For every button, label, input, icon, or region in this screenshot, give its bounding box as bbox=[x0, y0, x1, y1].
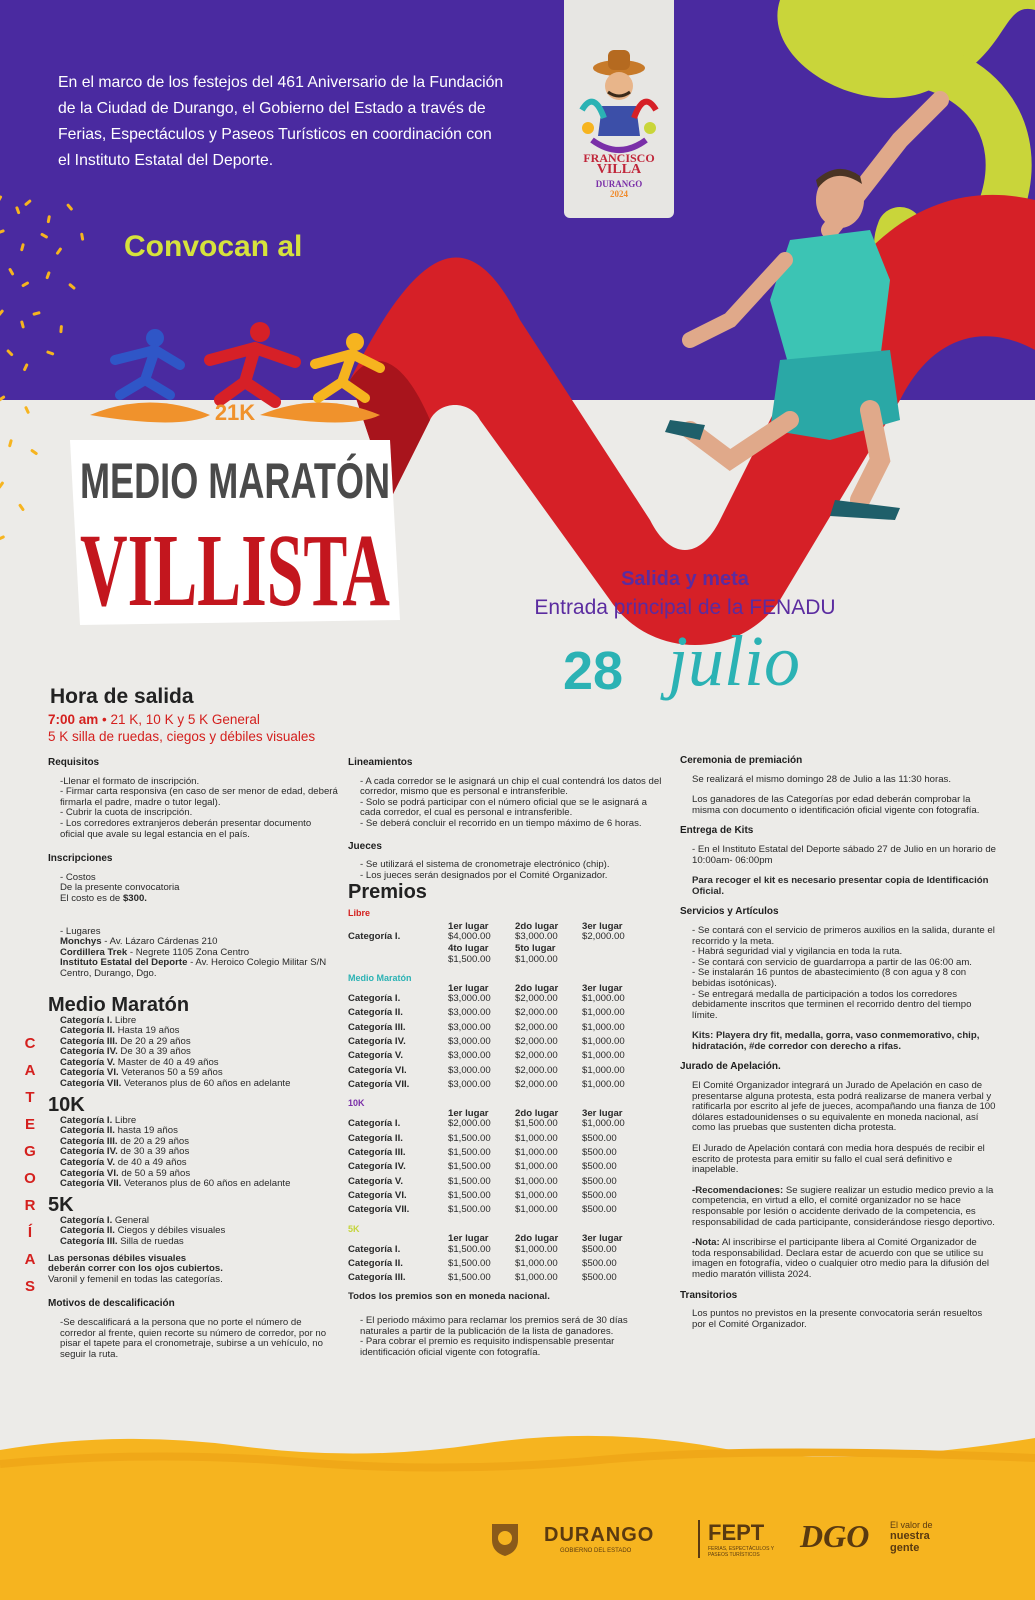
categoria-item-label: Categoría I. bbox=[60, 1214, 113, 1226]
prize-amount: $2,000.00 bbox=[448, 1118, 491, 1130]
prize-amount: $1,000.00 bbox=[515, 1146, 558, 1158]
categoria-item-label: Categoría VI. bbox=[60, 1067, 119, 1079]
premios-libre-row-2 bbox=[348, 955, 668, 965]
recomendaciones bbox=[680, 1186, 998, 1228]
nota-text: Al inscribirse el participante libera al Comité Organizador de toda responsabilidad. Declara estar de acuerdo con que se utilice su imagen en fotografía, video o cualquier otro medio para la difusión del medio maratón villista 2024. bbox=[692, 1237, 990, 1280]
lugar-3-address: - Av. Heroico Colegio Militar S/N Centro, Durango, Dgo. bbox=[60, 957, 327, 979]
costo-value: $300. bbox=[122, 892, 147, 904]
prize-amount: $2,000.00 bbox=[515, 1007, 558, 1019]
column-right bbox=[680, 756, 998, 1334]
prize-row-label: Categoría I. bbox=[348, 993, 401, 1005]
prize-row bbox=[348, 1259, 668, 1269]
prize-row-label: Categoría III. bbox=[348, 1272, 406, 1284]
prize-row bbox=[348, 1191, 668, 1201]
prize-row-label: Categoría II. bbox=[348, 1132, 403, 1144]
prize-row bbox=[348, 1273, 668, 1283]
logo-line2: VILLISTA bbox=[80, 513, 390, 628]
prize-amount: $2,000.00 bbox=[515, 1021, 558, 1033]
costos-line: De la presente convocatoria bbox=[60, 882, 180, 894]
premios-groups bbox=[348, 973, 668, 1283]
lugares-title: - Lugares bbox=[60, 925, 101, 937]
prize-amount: $500.00 bbox=[582, 1146, 617, 1158]
recomendaciones-label: -Recomendaciones: bbox=[692, 1184, 784, 1196]
prize-amount: $1,000.00 bbox=[582, 1064, 625, 1076]
prize-row-label: Categoría III. bbox=[348, 1021, 406, 1033]
costo-prefix: El costo es de bbox=[60, 892, 123, 904]
libre-v1: $4,000.00 bbox=[448, 930, 491, 942]
premios-moneda: Todos los premios son en moneda nacional. bbox=[348, 1290, 550, 1302]
intro-paragraph: En el marco de los festejos del 461 Aniversario de la Fundación de la Ciudad de Durango, el Gobierno del Estado a través de Ferias, Espectáculos y Paseos Turísticos en coordinación con el Instituto Estatal del Deporte. bbox=[58, 74, 504, 169]
hora-title: Hora de salida bbox=[50, 685, 194, 708]
categorias-letter: C bbox=[24, 1035, 36, 1052]
categoria-item-label: Categoría IV. bbox=[60, 1046, 118, 1058]
categorias-letter: E bbox=[24, 1116, 35, 1133]
lineamientos-title: Lineamientos bbox=[348, 757, 413, 768]
durango-shield-icon bbox=[488, 1520, 522, 1558]
categoria-item-label: Categoría VI. bbox=[60, 1167, 119, 1179]
prize-row-label: Categoría IV. bbox=[348, 1036, 406, 1048]
prize-amount: $1,500.00 bbox=[448, 1204, 491, 1216]
prize-header-cell: 2do lugar bbox=[515, 1233, 559, 1245]
convocan-heading: Convocan al bbox=[124, 230, 303, 263]
durango-logo-text: DURANGO bbox=[544, 1524, 655, 1546]
prize-row bbox=[348, 1023, 668, 1033]
categoria-item-label: Categoría IV. bbox=[60, 1146, 118, 1158]
prize-amount: $500.00 bbox=[582, 1272, 617, 1284]
prize-amount: $500.00 bbox=[582, 1243, 617, 1255]
kits-p1: - En el Instituto Estatal del Deporte sábado 27 de Julio en un horario de 10:00am- 06:00pm bbox=[692, 843, 996, 866]
prize-row bbox=[348, 1051, 668, 1061]
jurado-p2: El Jurado de Apelación contará con media hora después de recibir el escrito de protesta para emitir su fallo el cual será definitivo e inapelable. bbox=[692, 1143, 985, 1176]
transitorios-text: Los puntos no previstos en la presente convocatoria serán resueltos por el Comité Organizador. bbox=[692, 1308, 983, 1330]
salida-title: Salida y meta bbox=[621, 568, 749, 590]
prize-amount: $500.00 bbox=[582, 1257, 617, 1269]
hora-time: 7:00 am bbox=[48, 712, 99, 727]
requisitos-text: -Llenar el formato de inscripción. - Firmar carta responsiva (en caso de ser menor de edad, deberá firmarla el padre, madre o tutor legal). - Cubrir la cuota de inscripción. - Los corredores extranjeros deberán presentar documento oficial que avale su legal estancia en el país. bbox=[60, 775, 338, 840]
jurado-p1: El Comité Organizador integrará un Jurado de Apelación en caso de presentarse alguna protesta, esta podrá realizarse de manera verbal y ratificarla por escrito al jefe de jueces, acompañando una fianza de 100 dólares estadounidenses o su equivalente en moneda nacional, así como las pruebas que sustenten dicha protesta. bbox=[692, 1080, 996, 1134]
prize-row bbox=[348, 1245, 668, 1255]
prize-row-label: Categoría II. bbox=[348, 1007, 403, 1019]
categoria-item-label: Categoría V. bbox=[60, 1157, 116, 1169]
prize-row-label: Categoría V. bbox=[348, 1175, 404, 1187]
categoria-item-label: Categoría III. bbox=[60, 1035, 118, 1047]
categoria-item-desc: Veteranos plus de 60 años en adelante bbox=[121, 1178, 291, 1190]
categoria-item-desc: Veteranos 50 a 59 años bbox=[118, 1067, 223, 1079]
fept-logo-subtext: FERIAS, ESPECTÁCULOS Y PASEOS TURÍSTICOS bbox=[708, 1546, 774, 1558]
costos-title: - Costos bbox=[60, 871, 96, 883]
prize-amount: $500.00 bbox=[582, 1204, 617, 1216]
prize-amount: $1,500.00 bbox=[448, 1132, 491, 1144]
prize-amount: $2,000.00 bbox=[515, 993, 558, 1005]
prize-amount: $2,000.00 bbox=[515, 1078, 558, 1090]
prize-header-cell: 2do lugar bbox=[515, 1107, 559, 1119]
prize-amount: $500.00 bbox=[582, 1175, 617, 1187]
prize-row bbox=[348, 1205, 668, 1215]
categoria-item-label: Categoría II. bbox=[60, 1025, 115, 1037]
categoria-item-desc: Master de 40 a 49 años bbox=[115, 1056, 219, 1068]
prize-amount: $1,500.00 bbox=[448, 1189, 491, 1201]
categorias-letter: A bbox=[24, 1251, 36, 1268]
categoria-item-label: Categoría II. bbox=[60, 1225, 115, 1237]
categoria-item-label: Categoría III. bbox=[60, 1236, 118, 1247]
libre-v2: $3,000.00 bbox=[515, 930, 558, 942]
categoria-item bbox=[48, 1237, 338, 1248]
lugar-2-address: - Negrete 1105 Zona Centro bbox=[127, 946, 250, 958]
prize-header-row bbox=[348, 1234, 668, 1244]
prize-amount: $1,000.00 bbox=[515, 1272, 558, 1284]
categoria-item-desc: Veteranos plus de 60 años en adelante bbox=[121, 1078, 291, 1090]
servicios-title: Servicios y Artículos bbox=[680, 906, 779, 918]
fept-logo-text: FEPT bbox=[708, 1520, 765, 1545]
categorias-letter: R bbox=[24, 1197, 36, 1214]
categorias-letter: A bbox=[24, 1062, 36, 1079]
prize-row-label: Categoría III. bbox=[348, 1146, 406, 1158]
fvilla-line1: FRANCISCO bbox=[583, 151, 655, 165]
categoria-item-desc: de 50 a 59 años bbox=[118, 1167, 191, 1179]
categorias-letter: T bbox=[25, 1089, 35, 1106]
prize-amount: $3,000.00 bbox=[448, 993, 491, 1005]
categoria-item-desc: Libre bbox=[112, 1114, 137, 1126]
debiles-line2: deberán correr con los ojos cubiertos. bbox=[48, 1263, 223, 1275]
prize-group-title: Medio Maratón bbox=[348, 973, 412, 984]
prize-amount: $1,500.00 bbox=[448, 1175, 491, 1187]
prize-amount: $3,000.00 bbox=[448, 1078, 491, 1090]
logo-distance: 21K bbox=[214, 400, 256, 425]
prize-amount: $1,500.00 bbox=[448, 1272, 491, 1284]
prize-amount: $1,000.00 bbox=[582, 1021, 625, 1033]
prize-row-label: Categoría II. bbox=[348, 1257, 403, 1269]
column-left bbox=[48, 758, 338, 1364]
categoria-heading: 10K bbox=[48, 1093, 85, 1116]
lugar-1-address: - Av. Lázaro Cárdenas 210 bbox=[101, 936, 218, 948]
prize-amount: $1,000.00 bbox=[582, 1050, 625, 1062]
categoria-item-desc: de 30 a 39 años bbox=[117, 1146, 190, 1158]
ceremonia-p1: Se realizará el mismo domingo 28 de Julio a las 11:30 horas. bbox=[692, 773, 951, 785]
prize-group-title: 10K bbox=[348, 1098, 365, 1109]
prize-header-cell: 3er lugar bbox=[582, 982, 623, 994]
categoria-item-desc: De 20 a 29 años bbox=[117, 1035, 191, 1047]
categoria-item-desc: Libre bbox=[112, 1014, 137, 1026]
prize-row bbox=[348, 1080, 668, 1090]
libre-h3: 3er lugar bbox=[582, 920, 623, 932]
ceremonia-p2: Los ganadores de las Categorías por edad deberán comprobar la misma con documento o identificación oficial vigente con fotografía. bbox=[692, 794, 980, 816]
prize-amount: $3,000.00 bbox=[448, 1050, 491, 1062]
prize-amount: $1,500.00 bbox=[448, 1161, 491, 1173]
prize-header-cell: 3er lugar bbox=[582, 1233, 623, 1245]
runner-icons bbox=[115, 322, 380, 402]
fvilla-line4: 2024 bbox=[610, 189, 628, 199]
date-day: 28 bbox=[563, 641, 624, 701]
libre-h5: 5to lugar bbox=[515, 943, 556, 955]
kits-p2: Para recoger el kit es necesario presentar copia de Identificación Oficial. bbox=[692, 875, 989, 897]
libre-h1: 1er lugar bbox=[448, 920, 489, 932]
recomendaciones-text: Se sugiere realizar un estudio medico previo a la competencia, en virtud a ello, el comité organizador no se hace responsable por lesión o accidente derivado de la competencia, es responsabilidad de cada participante, considerándose riesgo deportivo. bbox=[692, 1184, 995, 1228]
prize-amount: $3,000.00 bbox=[448, 1021, 491, 1033]
prize-row-label: Categoría I. bbox=[348, 1243, 401, 1255]
prize-row bbox=[348, 1008, 668, 1018]
lugar-3-name: Instituto Estatal del Deporte bbox=[60, 957, 188, 969]
nota-label: -Nota: bbox=[692, 1237, 720, 1249]
categorias-vertical-label bbox=[20, 1030, 40, 1300]
prize-row-label: Categoría VI. bbox=[348, 1189, 407, 1201]
dgo-logo-text: DGO bbox=[800, 1518, 870, 1554]
prize-amount: $1,500.00 bbox=[448, 1243, 491, 1255]
prize-header-cell: 1er lugar bbox=[448, 1233, 489, 1245]
libre-v3: $2,000.00 bbox=[582, 930, 625, 942]
premios-libre-title: Libre bbox=[348, 907, 371, 918]
prize-amount: $2,000.00 bbox=[515, 1036, 558, 1048]
prize-group-title: 5K bbox=[348, 1223, 360, 1234]
categorias-list bbox=[48, 994, 338, 1248]
medio-maraton-villista-logo bbox=[60, 320, 410, 630]
footer-divider bbox=[698, 1520, 700, 1558]
categorias-letter: Í bbox=[27, 1224, 33, 1241]
prize-amount: $1,000.00 bbox=[582, 1078, 625, 1090]
prize-amount: $1,000.00 bbox=[515, 1257, 558, 1269]
prize-amount: $3,000.00 bbox=[448, 1036, 491, 1048]
nota bbox=[680, 1238, 998, 1280]
categoria-item-desc: de 40 a 49 años bbox=[115, 1157, 187, 1169]
durango-logo-subtext: GOBIERNO DEL ESTADO bbox=[560, 1548, 632, 1554]
prize-row bbox=[348, 1066, 668, 1076]
libre-v5: $1,000.00 bbox=[515, 953, 558, 965]
prize-row bbox=[348, 1134, 668, 1144]
categoria-item bbox=[48, 1179, 338, 1190]
categoria-item-label: Categoría V. bbox=[60, 1056, 116, 1068]
ceremonia-title: Ceremonia de premiación bbox=[680, 755, 803, 766]
categoria-item-label: Categoría I. bbox=[60, 1014, 113, 1026]
categoria-item-desc: hasta 19 años bbox=[114, 1125, 178, 1137]
prize-amount: $1,000.00 bbox=[515, 1175, 558, 1187]
libre-v4: $1,500.00 bbox=[448, 953, 491, 965]
premios-libre-header-2 bbox=[348, 944, 668, 954]
debiles-line1: Las personas débiles visuales bbox=[48, 1252, 187, 1264]
premios-libre-row bbox=[348, 932, 668, 942]
kits-contents: Kits: Playera dry fit, medalla, gorra, vaso conmemorativo, chip, hidratación, #de corredor con derecho a rifas. bbox=[692, 1030, 980, 1052]
categoria-item-desc: Silla de ruedas bbox=[117, 1236, 184, 1247]
prize-amount: $1,500.00 bbox=[448, 1146, 491, 1158]
lugar-2-name: Cordillera Trek bbox=[60, 946, 128, 958]
footer-band bbox=[0, 1430, 1035, 1600]
lugar-3 bbox=[48, 958, 338, 979]
lineamientos-text: - A cada corredor se le asignará un chip el cual contendrá los datos del corredor, mismo que es personal e intransferible. - Solo se podrá participar con el número oficial que se le asignará a cada corredor, el cual es personal e intransferible. - Se deberá concluir el recorrido en un tiempo máximo de 6 horas. bbox=[360, 775, 662, 829]
prize-amount: $3,000.00 bbox=[448, 1007, 491, 1019]
prize-amount: $1,000.00 bbox=[515, 1189, 558, 1201]
jurado-title: Jurado de Apelación. bbox=[680, 1061, 781, 1073]
premios-notas: - El periodo máximo para reclamar los premios será de 30 días naturales a partir de la publicación de la lista de ganadores. - Para cobrar el premio es requisito indispensable presentar identificación oficial vigente con fotografía. bbox=[360, 1315, 628, 1358]
footer-logos bbox=[480, 1520, 940, 1560]
categoria-item-label: Categoría II. bbox=[60, 1125, 115, 1137]
prize-amount: $1,500.00 bbox=[515, 1118, 558, 1130]
debiles-line3: Varonil y femenil en todas las categorías. bbox=[48, 1273, 223, 1285]
prize-amount: $2,000.00 bbox=[515, 1064, 558, 1076]
salida-place: Entrada principal de la FENADU bbox=[534, 596, 836, 619]
column-middle bbox=[348, 758, 668, 1363]
categoria-item-desc: De 30 a 39 años bbox=[117, 1046, 191, 1058]
prize-amount: $1,000.00 bbox=[515, 1161, 558, 1173]
fvilla-line3: DURANGO bbox=[595, 179, 643, 189]
prize-header-cell: 2do lugar bbox=[515, 982, 559, 994]
prize-amount: $1,000.00 bbox=[582, 1118, 625, 1130]
prize-row-label: Categoría V. bbox=[348, 1050, 404, 1062]
libre-h4: 4to lugar bbox=[448, 943, 489, 955]
categoria-item-desc: de 20 a 29 años bbox=[117, 1135, 190, 1147]
hora-line1 bbox=[48, 712, 260, 727]
prize-amount: $1,000.00 bbox=[515, 1132, 558, 1144]
categoria-heading: Medio Maratón bbox=[48, 993, 190, 1016]
prize-row bbox=[348, 1162, 668, 1172]
prize-amount: $1,000.00 bbox=[515, 1243, 558, 1255]
prize-row bbox=[348, 1037, 668, 1047]
categorias-letter: O bbox=[24, 1170, 36, 1187]
logo-line1: MEDIO MARATÓN bbox=[80, 453, 390, 509]
categorias-letter: S bbox=[24, 1278, 35, 1295]
jueces-text: - Se utilizará el sistema de cronometraje electrónico (chip). - Los jueces serán designados por el Comité Organizador. bbox=[360, 859, 610, 881]
prize-amount: $1,000.00 bbox=[582, 993, 625, 1005]
prize-amount: $1,000.00 bbox=[582, 1007, 625, 1019]
prize-row-label: Categoría I. bbox=[348, 1118, 401, 1130]
prize-row-label: Categoría VII. bbox=[348, 1078, 410, 1090]
categoria-item-label: Categoría III. bbox=[60, 1135, 118, 1147]
date-month: julio bbox=[668, 621, 801, 701]
kits-title: Entrega de Kits bbox=[680, 825, 754, 837]
prize-amount: $3,000.00 bbox=[448, 1064, 491, 1076]
hora-line2: 5 K silla de ruedas, ciegos y débiles visuales bbox=[48, 729, 316, 744]
requisitos-title: Requisitos bbox=[48, 757, 100, 768]
descalificacion-text: -Se descalificará a la persona que no porte el número de corredor al frente, quien recorte su número de corredor, por no pisar el tapete para el cronometraje, subirse a un vehículo, no seguir la ruta. bbox=[60, 1316, 327, 1360]
prize-amount: $500.00 bbox=[582, 1132, 617, 1144]
prize-amount: $1,000.00 bbox=[515, 1204, 558, 1216]
categoria-item-label: Categoría VII. bbox=[60, 1178, 122, 1190]
categoria-item bbox=[48, 1079, 338, 1090]
prize-row-label: Categoría IV. bbox=[348, 1161, 406, 1173]
slogan-line1: El valor de bbox=[890, 1520, 933, 1530]
prize-amount: $500.00 bbox=[582, 1189, 617, 1201]
libre-h2: 2do lugar bbox=[515, 920, 559, 932]
transitorios-title: Transitorios bbox=[680, 1289, 738, 1301]
prize-row bbox=[348, 1119, 668, 1129]
prize-row-label: Categoría VII. bbox=[348, 1204, 410, 1216]
prize-amount: $500.00 bbox=[582, 1161, 617, 1173]
categoria-item-desc: Ciegos y débiles visuales bbox=[114, 1225, 226, 1237]
prize-row bbox=[348, 1148, 668, 1158]
runner-illustration bbox=[610, 80, 930, 540]
slogan-line2: nuestra bbox=[890, 1530, 930, 1542]
categoria-item-desc: General bbox=[112, 1214, 150, 1226]
categorias-letter: G bbox=[24, 1143, 36, 1160]
libre-row-label: Categoría I. bbox=[348, 930, 401, 942]
slogan-line3: gente bbox=[890, 1542, 920, 1554]
lugar-1-name: Monchys bbox=[60, 936, 102, 948]
fvilla-line2: VILLA bbox=[596, 162, 642, 177]
prize-header-cell: 3er lugar bbox=[582, 1107, 623, 1119]
prize-header-cell: 1er lugar bbox=[448, 982, 489, 994]
servicios-text: - Se contará con el servicio de primeros auxilios en la salida, durante el recorrido y la meta. - Habrá seguridad vial y vigilancia en toda la ruta. - Se contará con servicio de guardarropa a partir de las 06:00 am. - Se instalarán 16 puntos de abastecimiento (8 con agua y 8 con bebidas isotónicas). - Se entregará medalla de participación a todos los corredores debidamente inscritos que terminen el recorrido dentro del tiempo límite. bbox=[692, 924, 995, 1021]
premios-title: Premios bbox=[348, 881, 427, 904]
categoria-item-desc: Hasta 19 años bbox=[114, 1025, 180, 1037]
categoria-heading: 5K bbox=[48, 1193, 74, 1216]
categoria-item-label: Categoría I. bbox=[60, 1114, 113, 1126]
prize-row bbox=[348, 1177, 668, 1187]
inscripciones-title: Inscripciones bbox=[48, 853, 113, 865]
categoria-item-label: Categoría VII. bbox=[60, 1078, 122, 1090]
descalificacion-title: Motivos de descalificación bbox=[48, 1298, 175, 1310]
jueces-title: Jueces bbox=[348, 840, 382, 852]
prize-header-cell: 1er lugar bbox=[448, 1107, 489, 1119]
costo-line bbox=[48, 894, 338, 905]
hora-distances: • 21 K, 10 K y 5 K General bbox=[98, 712, 260, 727]
prize-row bbox=[348, 994, 668, 1004]
prize-row-label: Categoría VI. bbox=[348, 1064, 407, 1076]
prize-amount: $1,000.00 bbox=[582, 1036, 625, 1048]
prize-amount: $2,000.00 bbox=[515, 1050, 558, 1062]
prize-amount: $1,500.00 bbox=[448, 1257, 491, 1269]
